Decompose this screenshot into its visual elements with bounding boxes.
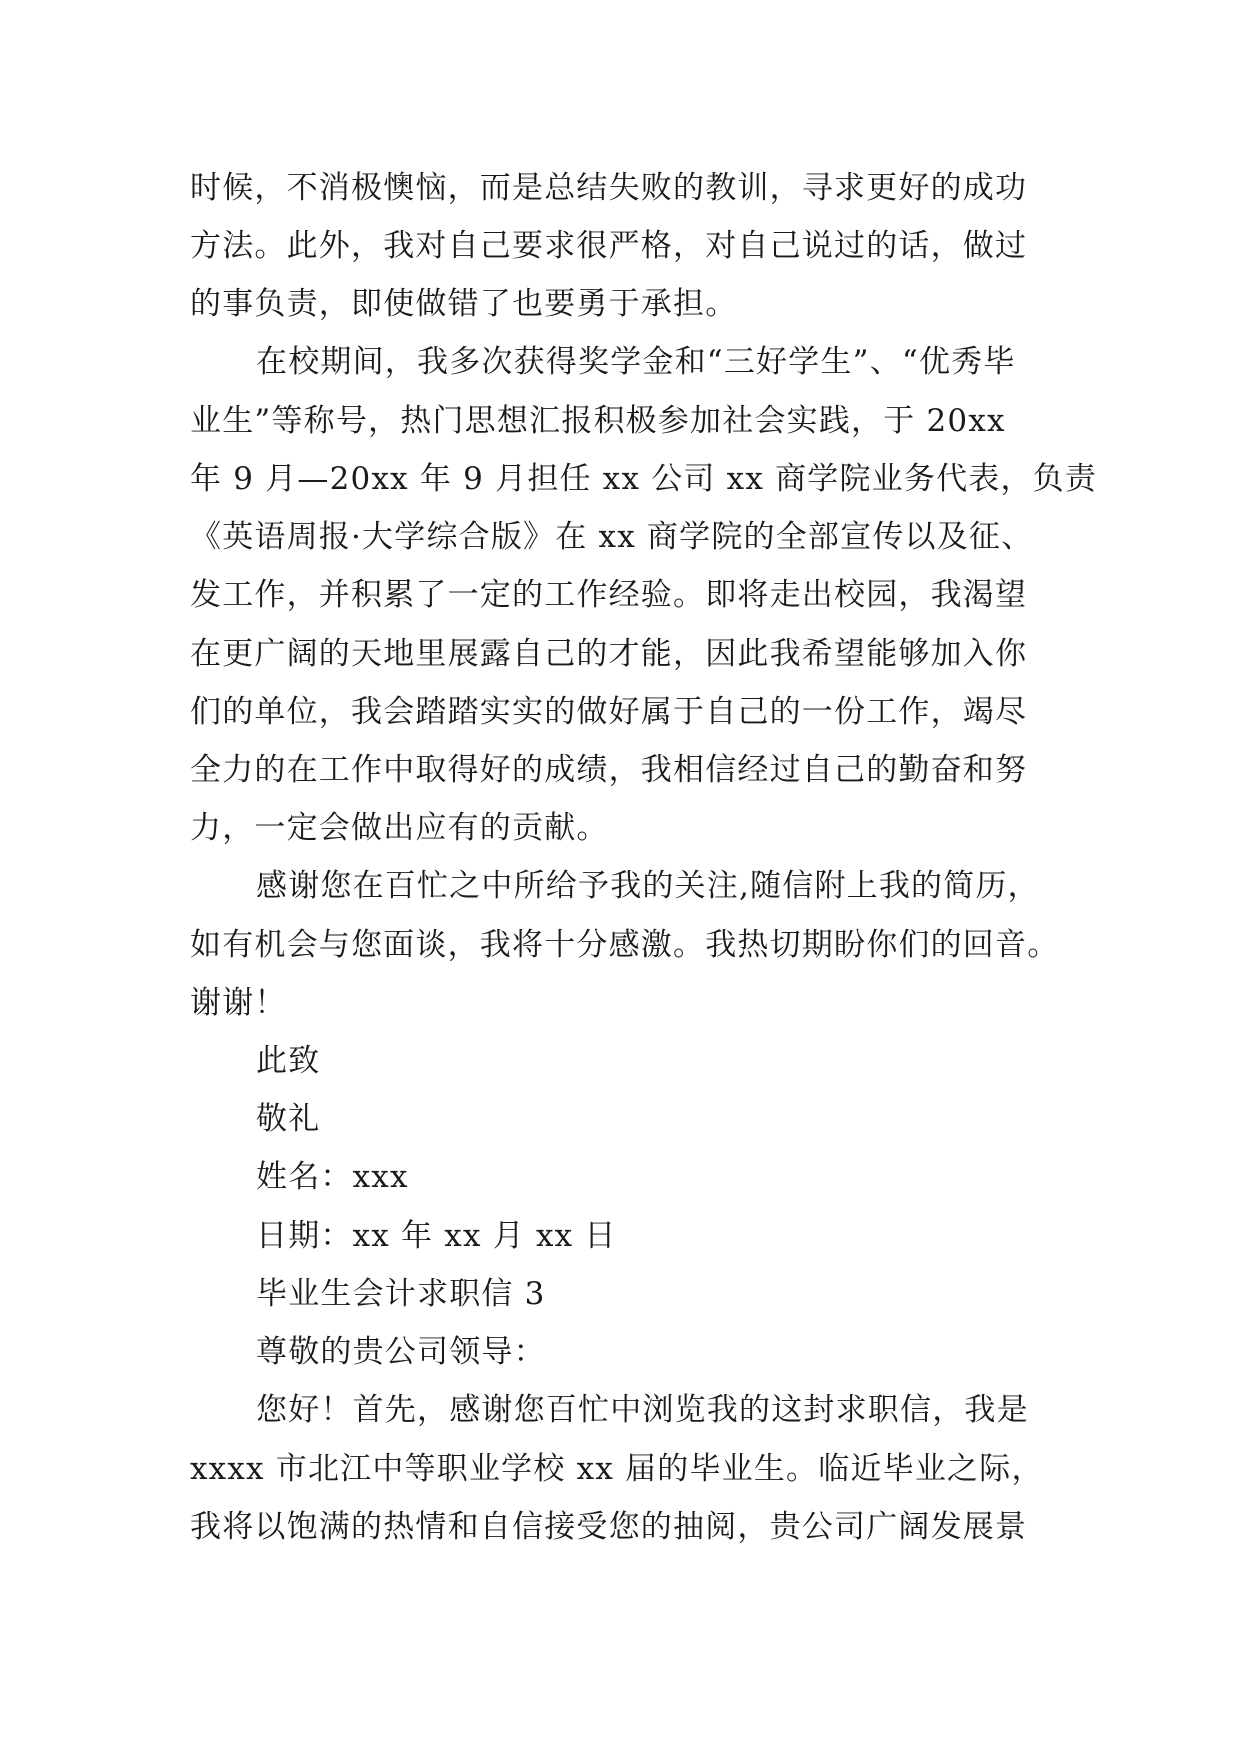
section-title: 毕业生会计求职信 3: [256, 1276, 546, 1312]
body-text-line: 时候，不消极懊恼，而是总结失败的教训，寻求更好的成功: [190, 170, 1028, 206]
body-text-line: 如有机会与您面谈，我将十分感激。我热切期盼你们的回音。: [190, 927, 1060, 963]
body-text-line: 业生”等称号，热门思想汇报积极参加社会实践，于 20xx: [190, 403, 1006, 439]
name-line: 姓名：xxx: [256, 1159, 409, 1195]
body-text-line: 《英语周报·大学综合版》在 xx 商学院的全部宣传以及征、: [190, 519, 1034, 555]
body-text-line: 力，一定会做出应有的贡献。: [190, 810, 609, 846]
closing-line: 此致: [256, 1043, 321, 1079]
body-text-line: 方法。此外，我对自己要求很严格，对自己说过的话，做过: [190, 228, 1028, 264]
salutation-line: 敬礼: [256, 1101, 321, 1137]
body-text-line: 全力的在工作中取得好的成绩，我相信经过自己的勤奋和努: [190, 752, 1028, 788]
paragraph-start-line: 您好！首先，感谢您百忙中浏览我的这封求职信，我是: [256, 1392, 1029, 1428]
body-text-line: 我将以饱满的热情和自信接受您的抽阅，贵公司广阔发展景: [190, 1509, 1028, 1545]
date-line: 日期：xx 年 xx 月 xx 日: [256, 1218, 617, 1254]
body-text-line: xxxx 市北江中等职业学校 xx 届的毕业生。临近毕业之际，: [190, 1451, 1044, 1487]
body-text-line: 谢谢！: [190, 985, 287, 1021]
body-text-line: 年 9 月—20xx 年 9 月担任 xx 公司 xx 商学院业务代表，负责: [190, 461, 1098, 497]
body-text-line: 在更广阔的天地里展露自己的才能，因此我希望能够加入你: [190, 636, 1028, 672]
paragraph-start-line: 感谢您在百忙之中所给予我的关注,随信附上我的简历，: [256, 868, 1040, 904]
body-text-line: 的事负责，即使做错了也要勇于承担。: [190, 286, 738, 322]
body-text-line: 发工作，并积累了一定的工作经验。即将走出校园，我渴望: [190, 577, 1028, 613]
body-text-line: 们的单位，我会踏踏实实的做好属于自己的一份工作，竭尽: [190, 694, 1028, 730]
greeting-line: 尊敬的贵公司领导：: [256, 1334, 546, 1370]
paragraph-start-line: 在校期间，我多次获得奖学金和“三好学生”、“优秀毕: [256, 344, 1016, 380]
